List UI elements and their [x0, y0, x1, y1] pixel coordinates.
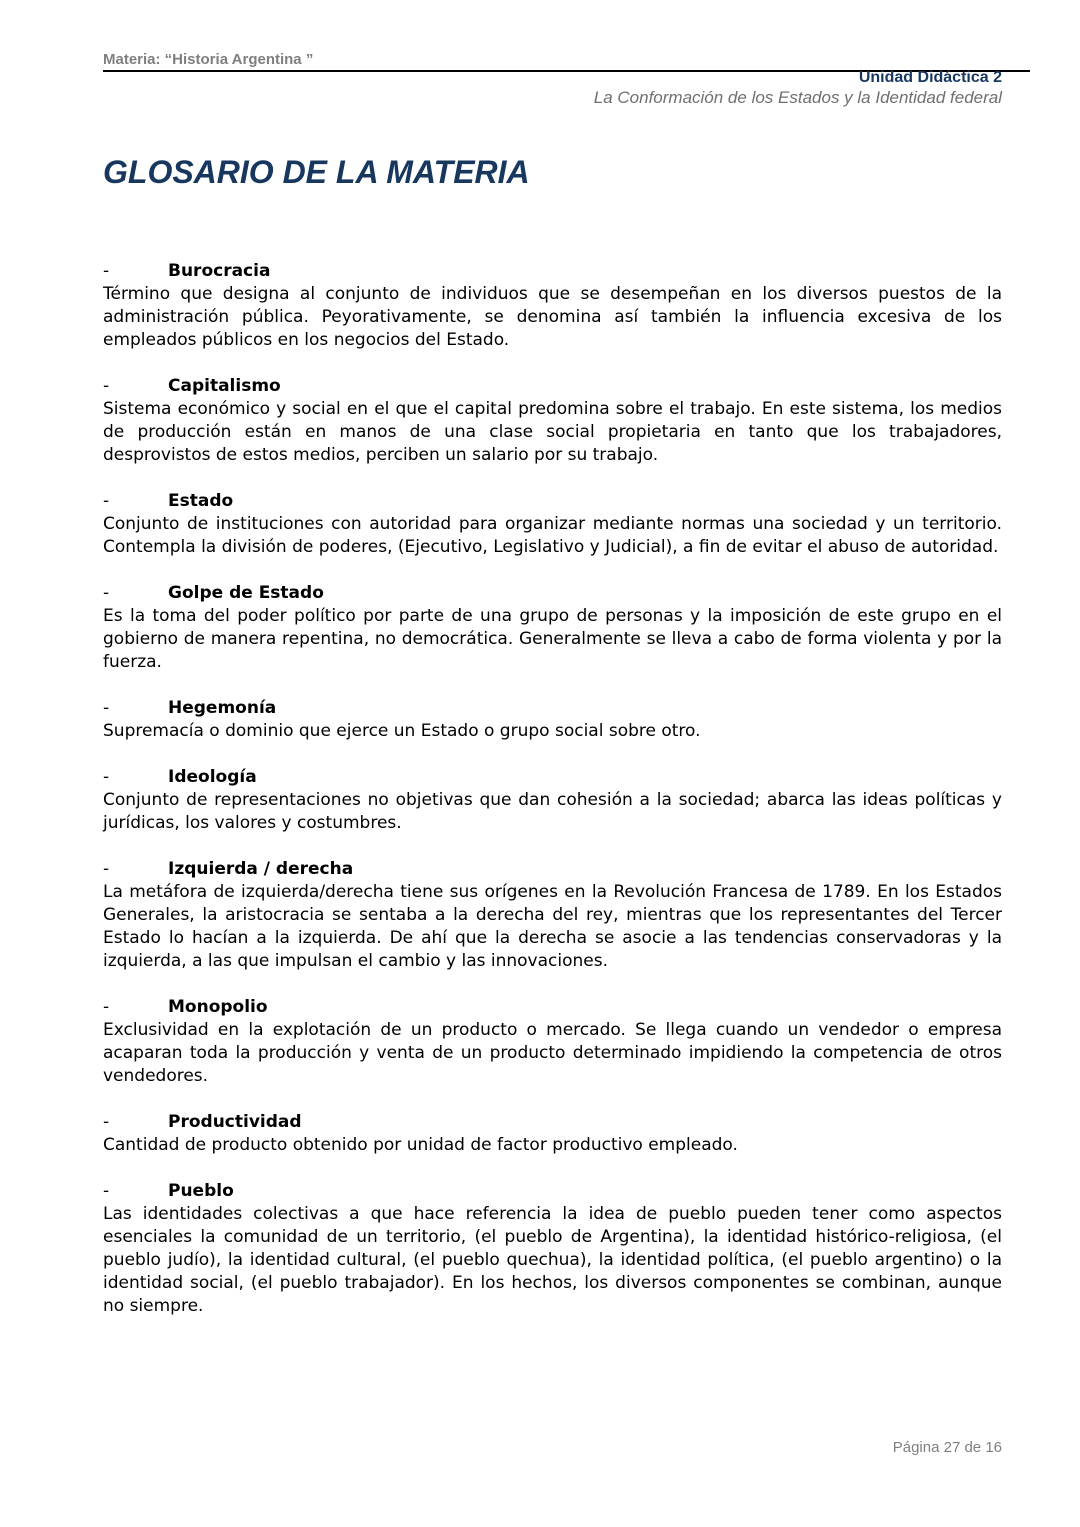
- entry-definition: Conjunto de representaciones no objetivas que dan cohesión a la sociedad; abarca las ideas políticas y jurídicas, los valores y costumbres.: [103, 790, 1002, 833]
- glossary-entry: [103, 858, 1002, 973]
- glossary-entry: [103, 260, 1002, 352]
- entry-term: Estado: [168, 491, 234, 511]
- entry-term: Ideología: [168, 767, 257, 787]
- entry-definition: Término que designa al conjunto de individuos que se desempeñan en los diversos puestos de la administración pública. Peyorativamente, se denomina así también la influencia excesiva de los empleados públicos en los negocios del Estado.: [103, 284, 1002, 350]
- glossary-entry: [103, 375, 1002, 467]
- bullet-dash: -: [103, 859, 110, 879]
- entry-term-row: [103, 375, 1002, 398]
- page-title: GLOSARIO DE LA MATERIA: [103, 154, 530, 190]
- entry-definition: Sistema económico y social en el que el capital predomina sobre el trabajo. En este sistema, los medios de producción están en manos de una clase social propietaria en tanto que los trabajadores, desprovistos de estos medios, perciben un salario por su trabajo.: [103, 399, 1002, 465]
- entry-term: Hegemonía: [168, 698, 277, 718]
- entry-definition: La metáfora de izquierda/derecha tiene sus orígenes en la Revolución Francesa de 1789. En los Estados Generales, la aristocracia se sentaba a la derecha del rey, mientras que los representantes del Tercer Estado lo hacían a la izquierda. De ahí que la derecha se asocie a las tendencias conservadoras y la izquierda, a las que impulsan el cambio y las innovaciones.: [103, 882, 1002, 971]
- entry-term-row: [103, 858, 1002, 881]
- entry-term: Pueblo: [168, 1181, 234, 1201]
- entry-term: Monopolio: [168, 997, 268, 1017]
- entry-definition: Exclusividad en la explotación de un producto o mercado. Se llega cuando un vendedor o empresa acaparan toda la producción y venta de un producto determinado impidiendo la competencia de otros vendedores.: [103, 1020, 1002, 1086]
- glossary-list: [103, 260, 1002, 1341]
- entry-term-row: [103, 1180, 1002, 1203]
- bullet-dash: -: [103, 698, 110, 718]
- entry-definition: Supremacía o dominio que ejerce un Estado o grupo social sobre otro.: [103, 721, 701, 741]
- entry-term-row: [103, 490, 1002, 513]
- bullet-dash: -: [103, 376, 110, 396]
- bullet-dash: -: [103, 1181, 110, 1201]
- entry-term-row: [103, 1111, 1002, 1134]
- glossary-entry: [103, 996, 1002, 1088]
- entry-term-row: [103, 996, 1002, 1019]
- entry-term-row: [103, 582, 1002, 605]
- bullet-dash: -: [103, 767, 110, 787]
- entry-definition: Conjunto de instituciones con autoridad para organizar mediante normas una sociedad y un territorio. Contempla la división de poderes, (Ejecutivo, Legislativo y Judicial), a fin de evitar el abuso de autoridad.: [103, 514, 1002, 557]
- glossary-entry: [103, 697, 1002, 743]
- entry-term-row: [103, 766, 1002, 789]
- glossary-entry: [103, 582, 1002, 674]
- entry-term: Izquierda / derecha: [168, 859, 354, 879]
- subject-label: Materia: “Historia Argentina ”: [103, 51, 314, 68]
- unit-label: Unidad Didáctica 2: [858, 69, 1002, 86]
- entry-term: Burocracia: [168, 261, 271, 281]
- bullet-dash: -: [103, 1112, 110, 1132]
- bullet-dash: -: [103, 261, 110, 281]
- page-number: Página 27 de 16: [892, 1439, 1002, 1456]
- entry-term: Capitalismo: [168, 376, 281, 396]
- glossary-entry: [103, 490, 1002, 559]
- bullet-dash: -: [103, 583, 110, 603]
- entry-term-row: [103, 260, 1002, 283]
- entry-definition: Las identidades colectivas a que hace referencia la idea de pueblo pueden tener como aspectos esenciales la comunidad de un territorio, (el pueblo de Argentina), la identidad histórico-religiosa, (el pueblo judío), la identidad cultural, (el pueblo quechua), la identidad política, (el pueblo argentino) o la identidad social, (el pueblo trabajador). En los hechos, los diversos componentes se combinan, aunque no siempre.: [103, 1204, 1002, 1316]
- glossary-entry: [103, 766, 1002, 835]
- bullet-dash: -: [103, 997, 110, 1017]
- entry-definition: Es la toma del poder político por parte de una grupo de personas y la imposición de este grupo en el gobierno de manera repentina, no democrática. Generalmente se lleva a cabo de forma violenta y por la fuerza.: [103, 606, 1002, 672]
- bullet-dash: -: [103, 491, 110, 511]
- unit-subtitle: La Conformación de los Estados y la Identidad federal: [593, 88, 1002, 107]
- entry-term: Golpe de Estado: [168, 583, 324, 603]
- entry-term: Productividad: [168, 1112, 302, 1132]
- glossary-entry: [103, 1180, 1002, 1318]
- entry-term-row: [103, 697, 1002, 720]
- glossary-entry: [103, 1111, 1002, 1157]
- entry-definition: Cantidad de producto obtenido por unidad de factor productivo empleado.: [103, 1135, 738, 1155]
